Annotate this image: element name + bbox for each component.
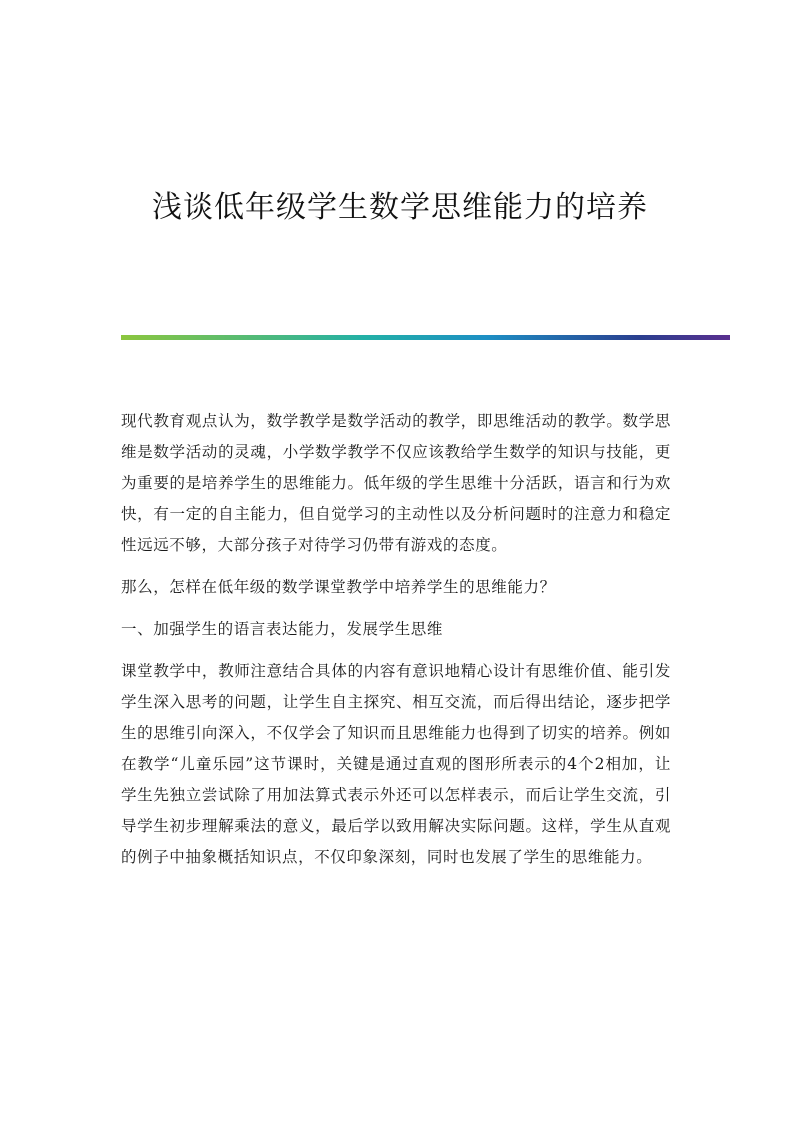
paragraph-question: 那么，怎样在低年级的数学课堂教学中培养学生的思维能力？ [121,578,556,596]
title-divider [121,335,730,340]
document-title: 浅谈低年级学生数学思维能力的培养 [152,190,648,225]
paragraph-section-1: 课堂教学中，教师注意结合具体的内容有意识地精心设计有思维价值、能引发学生深入思考的问题，让学生自主探究、相互交流，而后得出结论，逐步把学生的思维引向深入，不仅学会了知识而且思维能力也得到了切实的培养。例如在教学“儿童乐园”这节课时，关键是通过直观的图形所表示的4个2相加，让学生先独立尝试除了用加法算式表示外还可以怎样表示，而后让学生交流，引导学生初步理解乘法的意义，最后学以致用解决实际问题。这样，学生从直观的例子中抽象概括知识点，不仅印象深刻，同时也发展了学生的思维能力。 [121,662,671,866]
section-heading-1: 一、加强学生的语言表达能力，发展学生思维 [121,620,444,638]
document-body [121,406,671,884]
paragraph-intro: 现代教育观点认为，数学教学是数学活动的教学，即思维活动的教学。数学思维是数学活动的灵魂，小学数学教学不仅应该教给学生数学的知识与技能，更为重要的是培养学生的思维能力。低年级的学生思维十分活跃，语言和行为欢快，有一定的自主能力，但自觉学习的主动性以及分析问题时的注意力和稳定性远远不够，大部分孩子对待学习仍带有游戏的态度。 [121,412,671,554]
